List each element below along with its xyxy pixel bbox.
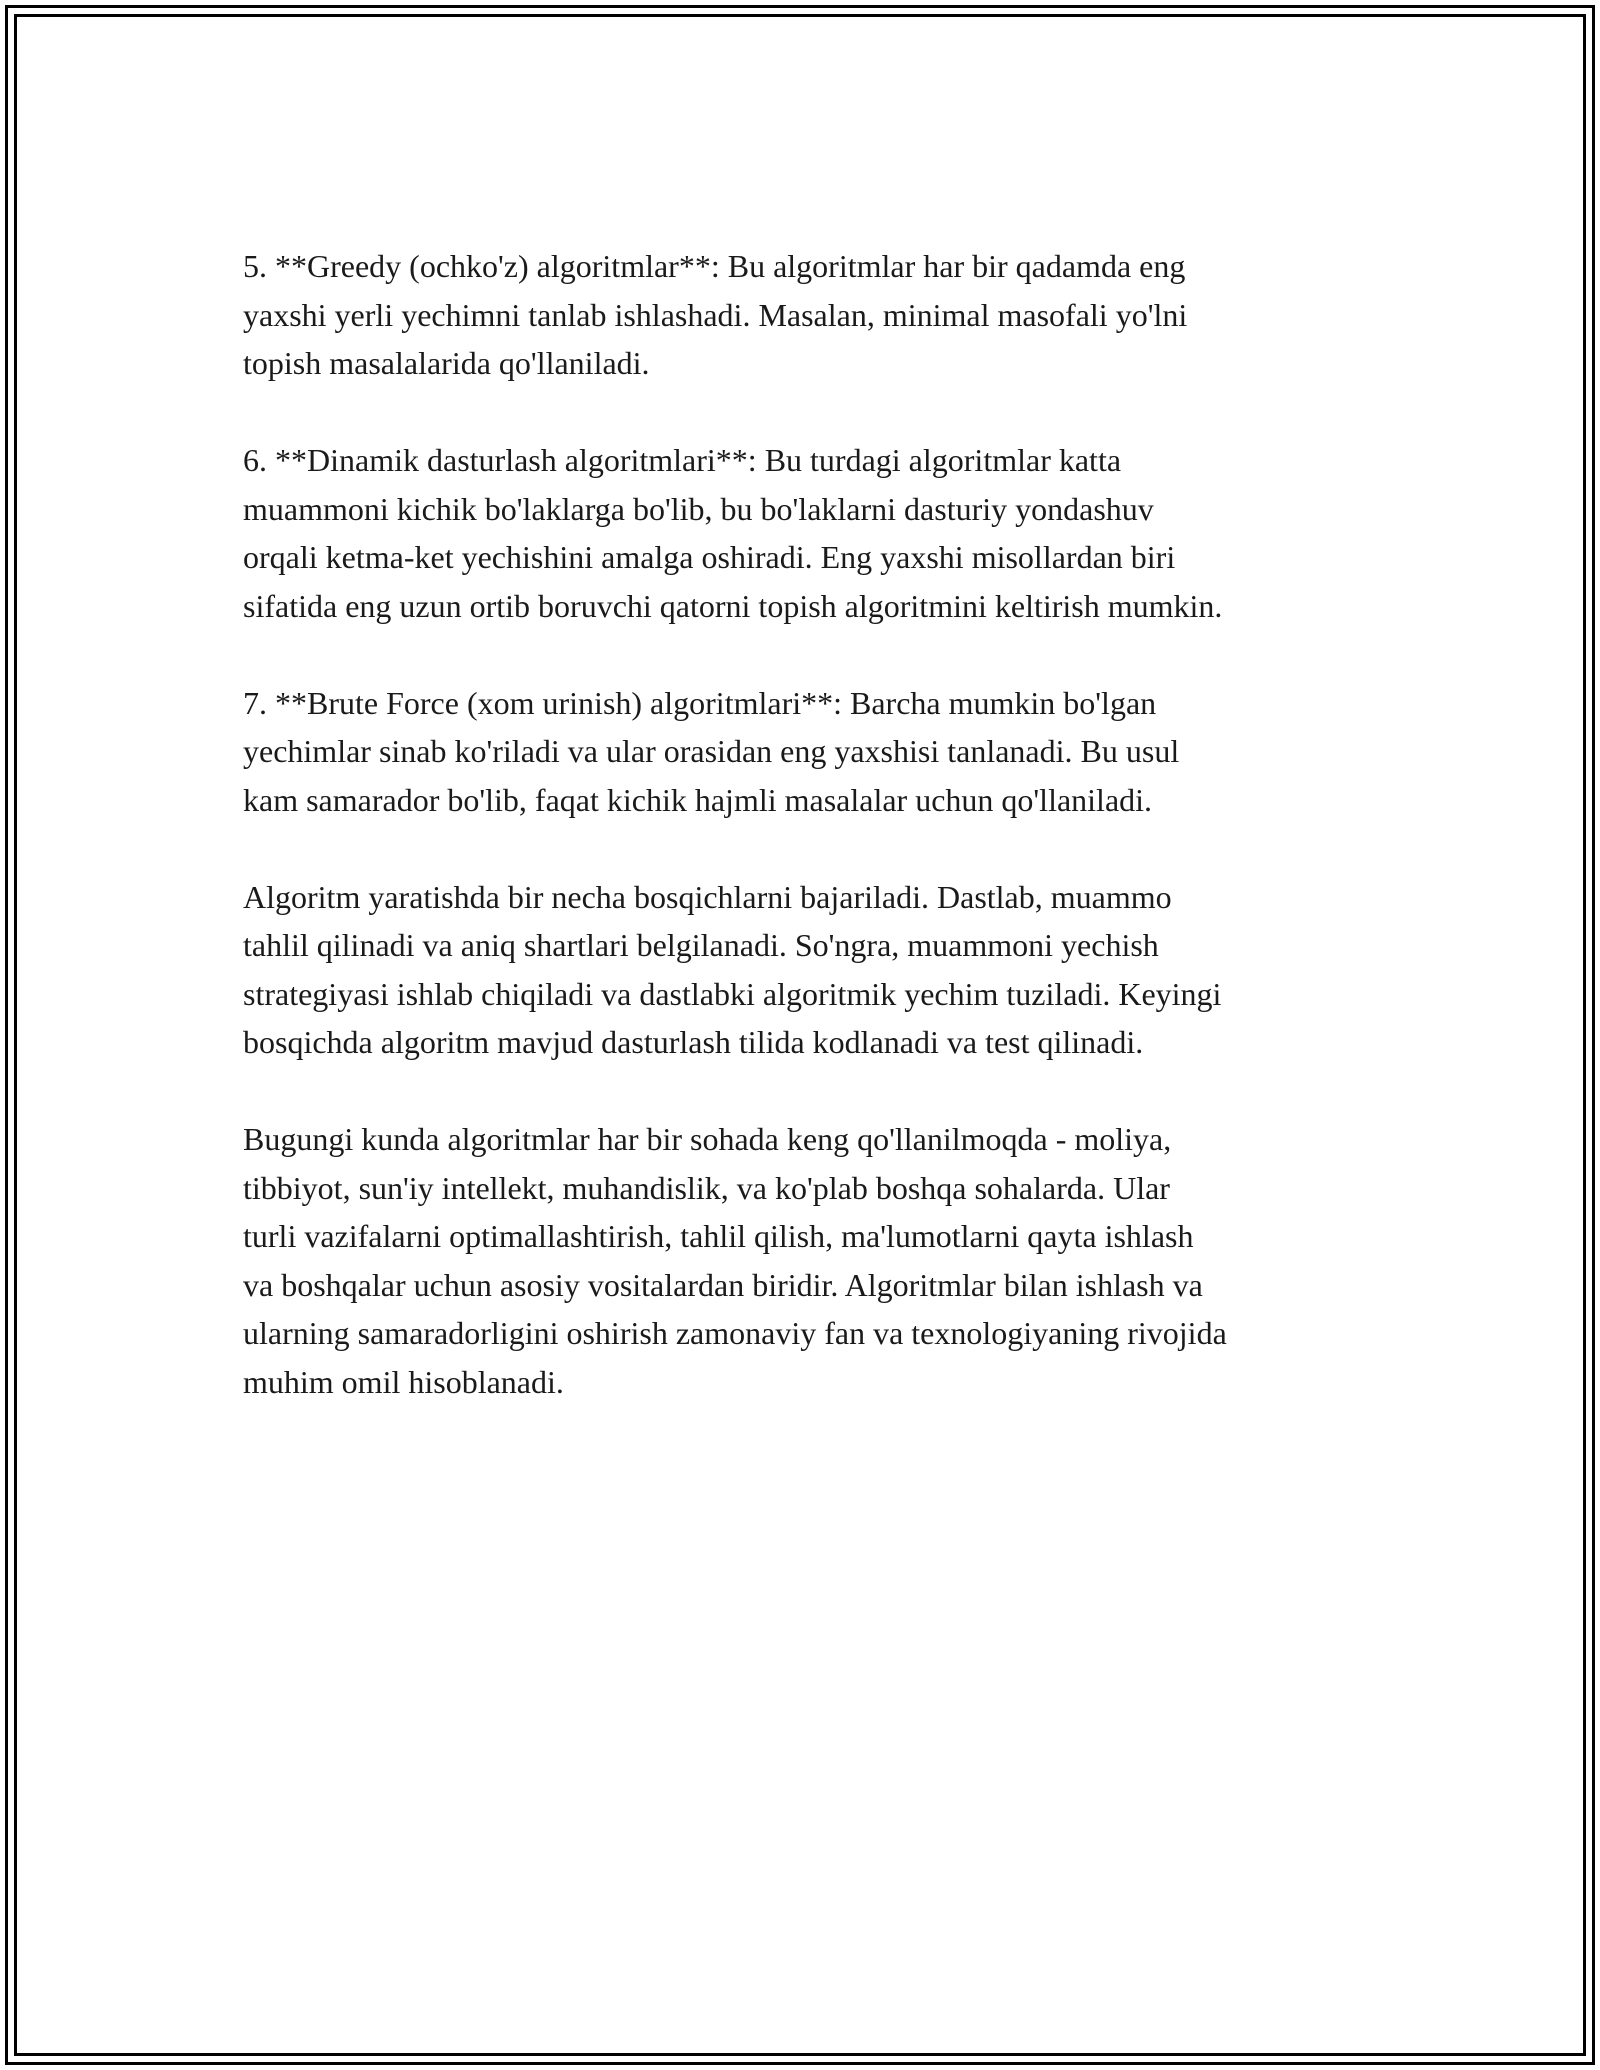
text-line: turli vazifalarni optimallashtirish, tahlil qilish, ma'lumotlarni qayta ishlash (243, 1218, 1194, 1254)
text-line: va boshqalar uchun asosiy vositalardan biridir. Algoritmlar bilan ishlash va (243, 1266, 1203, 1303)
paragraph-algorithms-today (243, 1115, 1403, 1406)
text-line: 7. **Brute Force (xom urinish) algoritmlari**: Barcha mumkin bo'lgan (243, 684, 1157, 721)
text-line: sifatida eng uzun ortib boruvchi qatorni topish algoritmini keltirish mumkin. (243, 587, 1223, 624)
page-frame (5, 5, 1595, 2065)
text-line: orqali ketma-ket yechishini amalga oshiradi. Eng yaxshi misollardan biri (243, 539, 1176, 575)
text-line: kam samarador bo'lib, faqat kichik hajmli masalalar uchun qo'llaniladi. (243, 781, 1153, 818)
text-line: tibbiyot, sun'iy intellekt, muhandislik, va ko'plab boshqa sohalarda. Ular (243, 1169, 1170, 1206)
paragraph-algorithm-creation-steps (243, 873, 1403, 1067)
text-line: Algoritm yaratishda bir necha bosqichlarni bajariladi. Dastlab, muammo (243, 878, 1172, 915)
text-line: tahlil qilinadi va aniq shartlari belgilanadi. So'ngra, muammoni yechish (243, 927, 1159, 963)
paragraph-greedy-algorithms (243, 242, 1403, 388)
text-line: topish masalalarida qo'llaniladi. (243, 345, 650, 381)
document-body (243, 242, 1403, 1455)
text-line: 5. **Greedy (ochko'z) algoritmlar**: Bu algoritmlar har bir qadamda eng (243, 248, 1186, 284)
text-line: ularning samaradorligini oshirish zamonaviy fan va texnologiyaning rivojida (243, 1315, 1227, 1351)
text-line: strategiyasi ishlab chiqiladi va dastlabki algoritmik yechim tuziladi. Keyingi (243, 975, 1222, 1012)
text-line: muammoni kichik bo'laklarga bo'lib, bu bo'laklarni dasturiy yondashuv (243, 490, 1154, 527)
text-line: 6. **Dinamik dasturlash algoritmlari**: Bu turdagi algoritmlar katta (243, 442, 1122, 478)
text-line: bosqichda algoritm mavjud dasturlash tilida kodlanadi va test qilinadi. (243, 1024, 1144, 1060)
text-line: yaxshi yerli yechimni tanlab ishlashadi. Masalan, minimal masofali yo'lni (243, 296, 1188, 333)
text-line: Bugungi kunda algoritmlar har bir sohada keng qo'llanilmoqda - moliya, (243, 1121, 1172, 1157)
paragraph-dynamic-programming (243, 436, 1403, 630)
text-line: muhim omil hisoblanadi. (243, 1363, 564, 1400)
text-line: yechimlar sinab ko'riladi va ular orasidan eng yaxshisi tanlanadi. Bu usul (243, 733, 1180, 769)
paragraph-brute-force (243, 679, 1403, 825)
